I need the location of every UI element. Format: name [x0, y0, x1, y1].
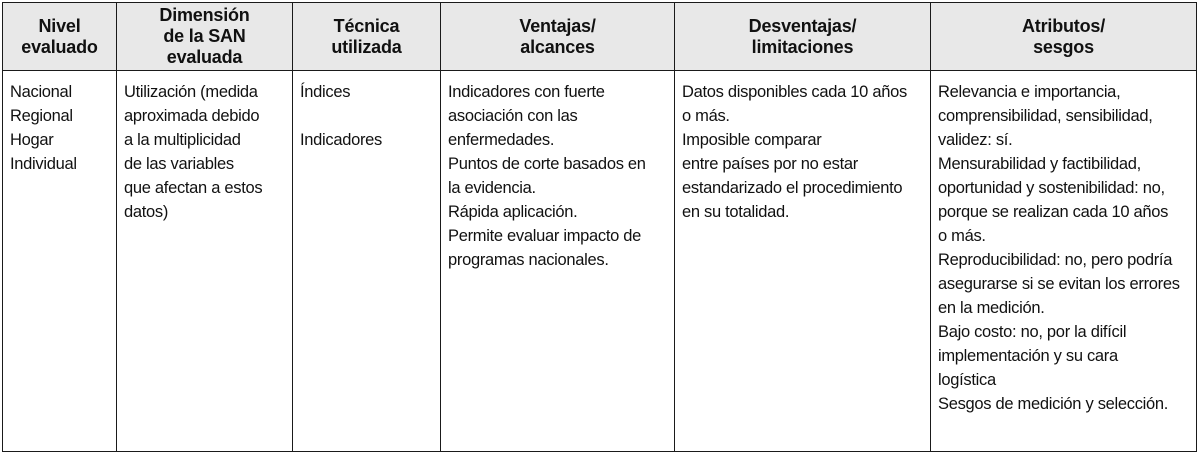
san-evaluation-table — [2, 2, 1197, 452]
cell-line: Sesgos de medición y selección. — [938, 395, 1169, 413]
header-text: Nivel — [38, 15, 81, 36]
header-tecnica — [293, 3, 441, 71]
cell-line: datos) — [124, 203, 169, 221]
cell-line: en la medición. — [938, 299, 1045, 317]
cell-line: porque se realizan cada 10 años — [938, 203, 1169, 221]
cell-line: Permite evaluar impacto de — [448, 227, 642, 245]
cell-line: Indicadores — [300, 131, 383, 149]
cell-line: estandarizado el procedimiento — [682, 179, 903, 197]
cell-tecnica — [293, 71, 441, 452]
cell-atributos — [931, 71, 1197, 452]
cell-line: Mensurabilidad y factibilidad, — [938, 155, 1141, 173]
cell-dimension — [117, 71, 293, 452]
cell-line: oportunidad y sostenibilidad: no, — [938, 179, 1165, 197]
header-text: sesgos — [1033, 36, 1094, 57]
cell-line: programas nacionales. — [448, 251, 609, 269]
cell-line: asociación con las — [448, 107, 578, 125]
header-text: Desventajas/ — [748, 15, 857, 36]
header-desventajas — [675, 3, 931, 71]
cell-line: o más. — [682, 107, 730, 125]
cell-line: Hogar — [10, 131, 54, 149]
cell-line: Relevancia e importancia, — [938, 83, 1121, 101]
cell-desventajas — [675, 71, 931, 452]
header-ventajas — [441, 3, 675, 71]
cell-line: logística — [938, 371, 996, 389]
cell-line: Reproducibilidad: no, pero podría — [938, 251, 1173, 269]
cell-line: Indicadores con fuerte — [448, 83, 605, 101]
header-text: de la SAN — [163, 26, 246, 46]
cell-line: asegurarse si se evitan los errores — [938, 275, 1180, 293]
cell-line: Puntos de corte basados en — [448, 155, 646, 173]
cell-line: Bajo costo: no, por la difícil — [938, 323, 1127, 341]
line-gap — [300, 104, 434, 128]
header-nivel — [3, 3, 117, 71]
header-text: utilizada — [331, 36, 402, 57]
header-dimension — [117, 3, 293, 71]
header-text: Atributos/ — [1022, 15, 1105, 36]
cell-line: la evidencia. — [448, 179, 536, 197]
header-text: limitaciones — [751, 36, 854, 57]
cell-line: Datos disponibles cada 10 años — [682, 83, 907, 101]
cell-line: Imposible comparar — [682, 131, 822, 149]
header-atributos — [931, 3, 1197, 71]
cell-line: enfermedades. — [448, 131, 555, 149]
cell-line: en su totalidad. — [682, 203, 790, 221]
cell-line: Utilización (medida — [124, 83, 258, 101]
cell-line: validez: sí. — [938, 131, 1013, 149]
header-text: Ventajas/ — [519, 15, 596, 36]
header-row — [3, 3, 1197, 71]
header-text: Dimensión — [159, 5, 250, 25]
table-row — [3, 71, 1197, 452]
cell-line: Rápida aplicación. — [448, 203, 578, 221]
cell-line: implementación y su cara — [938, 347, 1118, 365]
cell-line: Índices — [300, 83, 351, 101]
cell-line: entre países por no estar — [682, 155, 858, 173]
cell-line: Individual — [10, 155, 77, 173]
header-text: alcances — [520, 36, 595, 57]
cell-nivel — [3, 71, 117, 452]
cell-line: aproximada debido — [124, 107, 260, 125]
cell-line: de las variables — [124, 155, 234, 173]
cell-line: o más. — [938, 227, 986, 245]
header-text: Técnica — [333, 15, 400, 36]
cell-line: comprensibilidad, sensibilidad, — [938, 107, 1153, 125]
cell-line: que afectan a estos — [124, 179, 263, 197]
header-text: evaluado — [21, 36, 98, 57]
header-text: evaluada — [166, 47, 243, 67]
cell-line: Nacional — [10, 83, 72, 101]
cell-line: Regional — [10, 107, 73, 125]
cell-ventajas — [441, 71, 675, 452]
cell-line: a la multiplicidad — [124, 131, 241, 149]
